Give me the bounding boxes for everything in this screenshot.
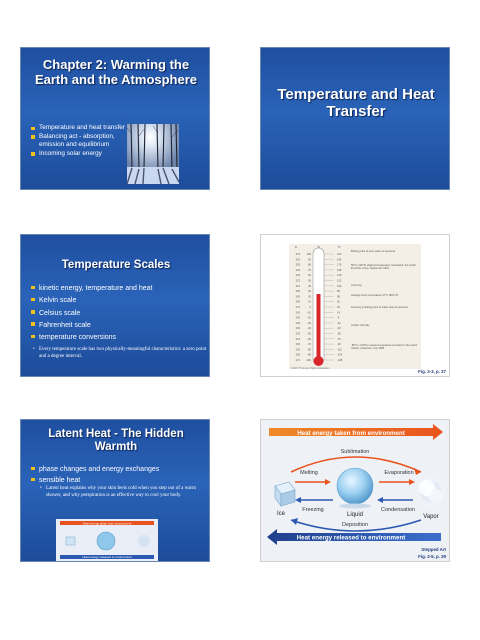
slide-5 [20,419,210,562]
celsius-tick-label: 0 [309,306,311,309]
temperature-scale-figure [289,244,421,369]
slide-3-title: Temperature Scales [61,259,171,271]
figure-annotation: Average body temperature 37°C (98.6°F) [351,294,399,297]
kelvin-tick-label: 273 [295,306,300,309]
kelvin-tick-label: 323 [295,279,300,283]
figure-credit: ©2007 Thomson Higher Education [291,367,330,370]
celsius-tick-label: 100 [306,253,311,256]
celsius-tick-label: 80 [308,263,311,267]
kelvin-tick-label: 213 [295,337,300,341]
celsius-tick-label: -40 [307,327,311,331]
celsius-tick-label: 90 [308,258,311,262]
fahrenheit-tick-label: 32 [337,306,340,309]
kelvin-tick-label: 223 [295,332,300,336]
kelvin-tick-label: 293 [295,295,300,299]
figure-annotation: -89°C (-129°F) Lowest temperature recorded in the world: Vostok, Antarctica, July 1983 [351,344,418,351]
figure-annotation: Freezing (melting) point of water (ice) at sea level [351,306,408,309]
slide-3-bullet: Fahrenheit scale [30,320,200,332]
kelvin-tick-label: 283 [295,300,300,304]
evaporation-label: Evaporation [384,470,414,476]
kelvin-tick-label: 363 [295,258,300,262]
kelvin-tick-label: 303 [295,290,300,294]
slide-1-bullet: Temperature and heat transfer [30,124,130,133]
figure-caption: Fig. 2-3, p. 27 [418,369,446,374]
kelvin-tick-label: 193 [295,348,300,352]
slide-1-bullets [30,124,130,159]
fahrenheit-tick-label: -40 [337,327,341,331]
figure-annotation: A hot day [351,284,362,287]
fahrenheit-tick-label: 212 [337,253,342,256]
celsius-tick-label: -50 [307,332,311,336]
kelvin-tick-label: 343 [295,268,300,272]
figure-annotation: Boiling point of pure water at sea level [351,250,395,253]
celsius-tick-label: 50 [308,279,311,283]
phase-change-thumbnail [56,519,158,561]
slide-3-bullet: Kelvin scale [30,295,200,307]
stepped-art-credit: Stepped Art [421,547,446,552]
fahrenheit-tick-label: -148 [337,359,343,362]
celsius-tick-label: -10 [307,311,311,315]
winter-trees-photo [127,124,179,184]
fahrenheit-tick-label: -130 [337,353,343,357]
celsius-tick-label: -60 [307,337,311,341]
kelvin-tick-label: 203 [295,343,300,347]
heat-released-label: Heat energy released to environment [296,534,406,542]
kelvin-tick-label: 233 [295,327,300,331]
slide-3 [20,234,210,377]
celsius-tick-label: 40 [308,284,311,288]
phase-change-diagram [261,420,449,561]
kelvin-tick-label: 253 [295,316,300,320]
slide-4 [260,234,450,377]
slide-5-bullets [30,464,200,486]
celsius-tick-label: -30 [307,321,311,325]
slide-3-subnote: • Every temperature scale has two physically-meaningful characteristics: a zero point and a degree interval. [32,347,210,361]
freezing-label: Freezing [302,507,324,513]
fahrenheit-tick-label: 122 [337,279,342,283]
fahrenheit-tick-label: 86 [337,290,340,294]
fahrenheit-tick-label: 176 [337,263,342,267]
celsius-tick-label: 10 [308,300,311,304]
kelvin-tick-label: 373 [295,253,300,256]
slide-3-bullets [30,283,200,344]
thumbnail-top-label: Heat energy taken from environment [82,521,132,526]
vapor-label: Vapor [423,514,439,520]
kelvin-tick-label: 263 [295,311,300,315]
slide-1-bullet: Incoming solar energy [30,150,130,159]
fahrenheit-tick-label: -94 [337,343,341,347]
fahrenheit-tick-label: 50 [337,300,340,304]
celsius-tick-label: -70 [307,343,311,347]
celsius-tick-label: 20 [308,295,311,299]
liquid-label: Liquid [346,512,364,518]
celsius-tick-label: -90 [307,353,311,357]
scale-header: °C [316,245,321,249]
kelvin-tick-label: 353 [295,263,300,267]
fahrenheit-tick-label: -22 [337,321,341,325]
slide-5-title: Latent Heat - The Hidden Warmth [48,428,184,454]
celsius-tick-label: 30 [308,290,311,294]
celsius-tick-label: -20 [307,316,311,320]
melting-label: Melting [300,470,318,476]
slide-5-bullet: sensible heat [30,475,200,486]
slide-1-bullet: Balancing act - absorption, emission and equilibrium [30,133,130,150]
figure-caption: Fig. 2-5, p. 29 [418,554,446,559]
ice-label: Ice [276,511,286,517]
slide-3-bullet: Celsius scale [30,308,200,320]
figure-annotation: A bitter cold day [351,324,370,327]
kelvin-tick-label: 333 [295,274,300,278]
condensation-label: Condensation [381,507,415,513]
kelvin-tick-label: 243 [295,321,300,325]
thumbnail-bottom-label: Heat energy released to environment [82,555,132,560]
fahrenheit-tick-label: -58 [337,332,341,336]
slide-5-bullet: phase changes and energy exchanges [30,464,200,475]
water-droplet-icon [337,468,373,504]
vapor-cloud-icon [416,477,446,507]
slide-6 [260,419,450,562]
fahrenheit-tick-label: 158 [337,268,342,272]
fahrenheit-tick-label: -112 [337,348,342,352]
sublimation-label: Sublimation [340,449,370,455]
kelvin-tick-label: 313 [295,284,300,288]
fahrenheit-tick-label: 104 [337,284,342,288]
kelvin-tick-label: 173 [295,359,300,362]
slide-3-bullet: temperature conversions [30,332,200,344]
celsius-tick-label: -100 [305,359,311,362]
slide-2-title: Temperature and Heat Transfer [277,86,435,121]
fahrenheit-tick-label: 68 [337,295,340,299]
slide-1 [20,47,210,190]
deposition-label: Deposition [342,522,368,528]
scale-header: °F [337,245,341,249]
slide-1-title: Chapter 2: Warming the Earth and the Atmosphere [34,57,198,87]
figure-annotation: 58°C (136°F) Highest temperature recorded in the world: El Azizia, Libya, September 1922 [351,264,417,271]
fahrenheit-tick-label: -4 [337,316,340,320]
celsius-tick-label: -80 [307,348,311,352]
slide-2 [260,47,450,190]
fahrenheit-tick-label: 140 [337,274,342,278]
heat-taken-label: Heat energy taken from environment [297,430,405,437]
fahrenheit-tick-label: 14 [337,311,340,315]
ice-cube-icon [275,482,295,506]
celsius-tick-label: 70 [308,268,311,272]
fahrenheit-tick-label: 194 [337,258,342,262]
fahrenheit-tick-label: -76 [337,337,341,341]
celsius-tick-label: 60 [308,274,311,278]
kelvin-tick-label: 183 [295,353,300,357]
slide-3-bullet: kinetic energy, temperature and heat [30,283,200,295]
slide-5-subnote: • Latent heat explains why your skin feels cold when you step out of a warm shower, and why perspiration is an effective way to cool your body. [39,486,206,500]
scale-header: K [294,245,298,249]
